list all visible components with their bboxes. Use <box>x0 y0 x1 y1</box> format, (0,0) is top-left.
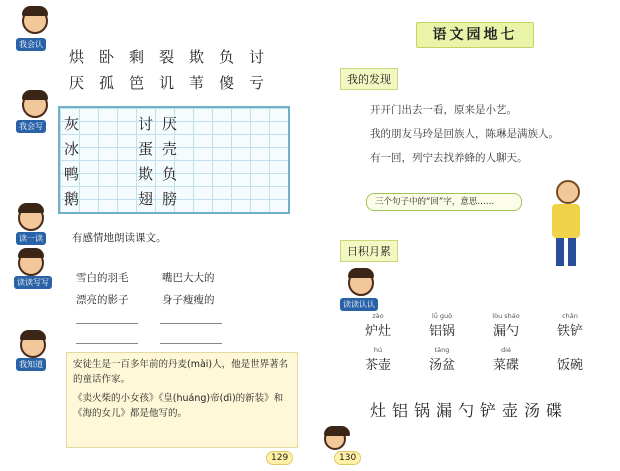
grid-char: 翅 <box>138 190 154 208</box>
phrase: 嘴巴大大的 <box>162 272 215 284</box>
child-icon <box>22 8 48 34</box>
discovery-line: 我的朋友马玲是回族人，陈琳是满族人。 <box>370 128 559 140</box>
read-instruction: 有感情地朗读课文。 <box>72 232 167 244</box>
char: 亏 <box>248 74 265 92</box>
grid-char: 壳 <box>162 140 178 158</box>
child-icon <box>348 270 374 296</box>
char: 讥 <box>158 74 175 92</box>
child-icon <box>324 428 346 450</box>
badge-write: 我会写 <box>16 120 46 133</box>
vocab-word: dié 菜碟 <box>492 346 519 373</box>
badge-recognize: 我会认 <box>16 38 46 51</box>
vocab-word: lòu sháo 漏勺 <box>492 312 520 339</box>
grid-char: 欺 <box>138 165 154 183</box>
char: 卧 <box>98 48 115 66</box>
page-number: 130 <box>334 451 361 465</box>
grid-char: 讨 <box>138 115 154 133</box>
know-box <box>66 352 298 448</box>
grid-char: 蛋 <box>138 140 154 158</box>
writing-line <box>76 342 138 344</box>
badge-readwrite: 读读写写 <box>14 276 52 289</box>
phrase: 雪白的羽毛 <box>76 272 129 284</box>
child-icon <box>22 92 48 118</box>
speech-bubble: 三个句子中的“回”字，意思…… <box>366 193 522 211</box>
recognize-row-1 <box>62 46 272 67</box>
know-paragraph: 安徒生是一百多年前的丹麦(mài)人，他是世界著名的童话作家。 <box>73 359 289 385</box>
badge-know: 我知道 <box>16 358 46 371</box>
discovery-line: 开开门出去一看，原来是小艺。 <box>370 104 517 116</box>
char: 傻 <box>218 74 235 92</box>
grid-char: 冰 <box>64 140 80 158</box>
vocab-word: chǎn 铁铲 <box>556 312 583 339</box>
char: 裂 <box>158 48 175 66</box>
grid-char: 灰 <box>64 115 80 133</box>
char: 笆 <box>128 74 145 92</box>
char: 厌 <box>68 74 85 92</box>
section-accumulate: 日积月累 <box>340 240 398 262</box>
grid-char: 负 <box>162 165 178 183</box>
writing-line <box>160 322 222 324</box>
badge-read-recognize: 读读认认 <box>340 298 378 311</box>
writing-line <box>160 342 222 344</box>
writing-grid <box>58 106 290 214</box>
section-discovery: 我的发现 <box>340 68 398 90</box>
char: 孤 <box>98 74 115 92</box>
char: 讨 <box>248 48 265 66</box>
vocab-word: tāng 汤盆 <box>428 346 455 373</box>
child-icon <box>18 250 44 276</box>
char: 苇 <box>188 74 205 92</box>
grid-char: 厌 <box>162 115 178 133</box>
writing-line <box>76 322 138 324</box>
discovery-line: 有一回，列宁去找养蜂的人聊天。 <box>370 152 528 164</box>
char: 剩 <box>128 48 145 66</box>
character-practice-row: 灶铝锅漏勺铲壶汤碟 <box>370 401 569 420</box>
vocab-word: zào 炉灶 <box>364 312 391 339</box>
phrase: 漂亮的影子 <box>76 294 129 306</box>
vocab-word: hú 茶壶 <box>364 346 391 373</box>
child-icon <box>18 205 44 231</box>
char: 负 <box>218 48 235 66</box>
vocab-word: lǚ guō 铝锅 <box>428 312 455 339</box>
grid-char: 膀 <box>162 190 178 208</box>
char: 欺 <box>188 48 205 66</box>
child-icon <box>20 332 46 358</box>
char: 烘 <box>68 48 85 66</box>
girl-illustration <box>542 180 592 270</box>
page-number: 129 <box>266 451 293 465</box>
know-paragraph: 《卖火柴的小女孩》《皇(huáng)帝(dì)的新装》和《海的女儿》都是他写的。 <box>73 393 284 419</box>
phrase: 身子瘦瘦的 <box>162 294 215 306</box>
vocab-word: 饭碗 <box>556 358 583 373</box>
recognize-row-2 <box>62 72 272 93</box>
grid-char: 鸭 <box>64 165 80 183</box>
grid-char: 鹅 <box>64 190 80 208</box>
badge-read: 读一读 <box>16 232 46 245</box>
page-title: 语文园地七 <box>416 22 534 48</box>
right-page <box>310 0 620 471</box>
